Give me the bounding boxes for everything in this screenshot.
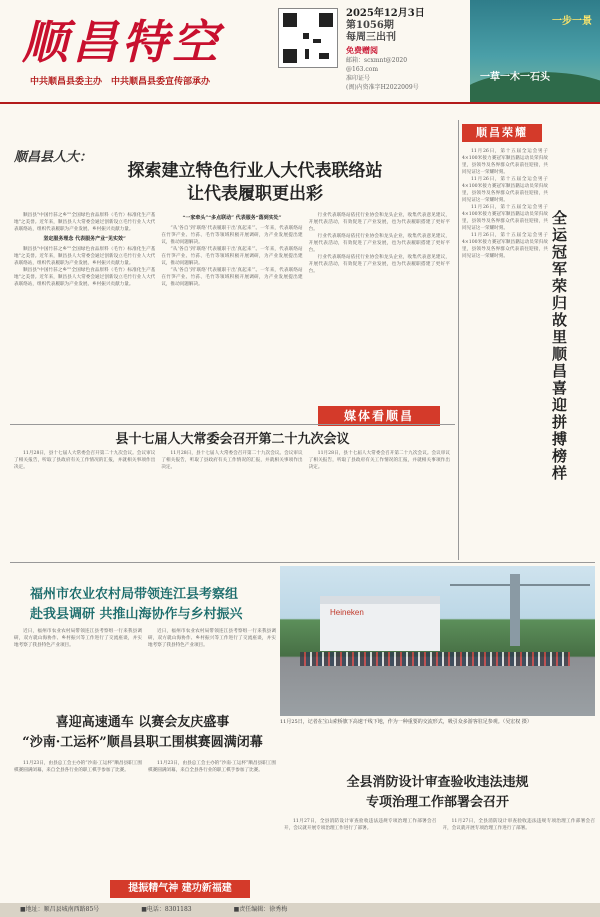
lead-col3-text: 行业代表联络站依托行业协会和龙头企业，收集代表意见建议，开展代表活动，有效促进了产业发展，也为代表履职搭建了更好平台。: [308, 213, 450, 232]
crowd-shape: [300, 652, 570, 666]
issue-status: 免费赠阅: [346, 45, 378, 55]
fire-headline-line2: 专项治理工作部署会召开: [365, 795, 509, 810]
lead-col1-text-repeat: 顺昌县"中国竹荪之乡""全国绿色食品原料（毛竹）标准化生产基地"之美誉。近年来，顺昌县人大常委会通过创新设立毛竹行业人大代表联络站，组织代表履职为产业发展、乡村振兴贡献力量。: [14, 247, 156, 266]
honor-vertical-headline[interactable]: [552, 210, 596, 482]
issue-regulation: 准印证号: [346, 75, 371, 82]
issue-info: [346, 8, 466, 92]
footer-phone: ■电话：8301183: [141, 906, 192, 913]
fire-headline[interactable]: [280, 773, 595, 813]
issue-frequency: 每周三出刊: [346, 32, 396, 43]
congress-col-3: [309, 450, 450, 558]
race-col-1: [14, 760, 142, 876]
inspire-badge[interactable]: 提振精气神 建功新福建: [110, 880, 250, 898]
race-headline-line2: “沙南·工运杯”顺昌县职工围棋赛圆满闭幕: [22, 735, 263, 750]
fire-headline-line1: 全县消防设计审查验收违法违规: [346, 775, 529, 790]
issue-permit: (闽)内资准字H2022009号: [346, 84, 419, 91]
agri-text: 近日，福州市农业农村局带领连江县考察组一行来我县调研，双方就山海协作、乡村振兴等工作进行了交流座谈，并实地考察了我县特色产业项目。: [14, 629, 142, 648]
lead-headline-line1: 探索建立特色行业人大代表联络站: [127, 161, 383, 181]
lead-col3-text-repeat2: 行业代表联络站依托行业协会和龙头企业，收集代表意见建议，开展代表活动，有效促进了产业发展，也为代表履职搭建了更好平台。: [308, 255, 450, 274]
lead-col-2: [161, 212, 302, 402]
lead-col-1: [14, 212, 155, 402]
tent-shape: [320, 596, 440, 651]
lead-col-3: [309, 212, 450, 402]
issue-date: 2025年12月3日: [346, 8, 425, 19]
masthead: [0, 0, 600, 104]
footer-address: ■地址：顺昌县城南西路85号: [20, 906, 100, 913]
agri-headline[interactable]: [10, 585, 275, 625]
divider: [10, 424, 455, 425]
footer: [0, 903, 600, 917]
lead-body: [14, 212, 450, 402]
lead-col1-text-repeat2: 顺昌县"中国竹荪之乡""全国绿色食品原料（毛竹）标准化生产基地"之美誉。近年来，顺昌县人大常委会通过创新设立毛竹行业人大代表联络站，组织代表履职为产业发展、乡村振兴贡献力量。: [14, 268, 156, 287]
lead-col1-text: 顺昌县"中国竹荪之乡""全国绿色食品原料（毛竹）标准化生产基地"之美誉。近年来，顺昌县人大常委会通过创新设立毛竹行业人大代表联络站，组织代表履职为产业发展、乡村振兴贡献力量。: [14, 213, 156, 232]
newspaper-title: 顺昌特空: [22, 15, 222, 69]
congress-headline[interactable]: 县十七届人大常委会召开第二十九次会议: [115, 432, 350, 447]
congress-body: [14, 450, 450, 558]
honor-body: [462, 148, 548, 558]
footer-editor: ■责任编辑：徐秀梅: [233, 906, 288, 913]
race-text: 11月23日，由县总工会主办的“沙南·工运杯”顺昌县职工围棋赛圆满闭幕，来自全县各行业的职工棋手参加了比赛。: [14, 761, 142, 773]
congress-col-1: [14, 450, 155, 558]
honor-col: [462, 148, 548, 558]
lead-kicker: 顺昌县人大：: [14, 150, 93, 165]
agri-body: [14, 628, 276, 708]
race-body: [14, 760, 276, 876]
race-col-2: [148, 760, 276, 876]
congress-text-3: 11月28日，县十七届人大常委会召开第二十九次会议。会议审议了相关报告，听取了县政府有关工作情况的汇报，并就相关事项作出决定。: [308, 451, 450, 470]
race-text-2: 11月23日，由县总工会主办的“沙南·工运杯”顺昌县职工围棋赛圆满闭幕，来自全县各行业的职工棋手参加了比赛。: [148, 761, 276, 773]
honor-text-4: 11月26日，第十五届全运会男子4×100米接力赛冠军顺昌籍运动员荣归故里，县领导及各界群众代表前往迎接，共同见证这一荣耀时刻。: [462, 233, 548, 259]
fire-col-1: [284, 818, 437, 898]
lead-col2-text-repeat: “从‘各自’到‘联络’代表履职干出‘真起来’”。一年来，代表联络站在竹笋产业、竹荪、毛竹等领域积极开展调研，为产业发展提出建议，推动问题解决。: [161, 247, 303, 266]
agri-col-1: [14, 628, 142, 708]
media-badge[interactable]: 媒体看顺昌: [318, 406, 440, 426]
qr-code-icon[interactable]: [278, 8, 338, 68]
lead-col1-subhead: 坚定服务理念 代表服务产业“见实效”: [43, 236, 126, 242]
honor-text-3: 11月26日，第十五届全运会男子4×100米接力赛冠军顺昌籍运动员荣归故里，县领导及各界群众代表前往迎接，共同见证这一荣耀时刻。: [462, 205, 548, 231]
lead-col3-text-repeat: 行业代表联络站依托行业协会和龙头企业，收集代表意见建议，开展代表活动，有效促进了产业发展，也为代表履职搭建了更好平台。: [308, 234, 450, 253]
tent-sign: Heineken: [330, 608, 364, 617]
bridge-tower: [510, 574, 520, 646]
fire-body: [284, 818, 595, 898]
agri-headline-line1: 福州市农业农村局带领连江县考察组: [30, 587, 239, 602]
publisher-line: 中共顺昌县委主办 中共顺昌县委宣传部承办: [30, 77, 211, 87]
agri-headline-line2: 赴我县调研 共推山海协作与乡村振兴: [30, 607, 243, 622]
honor-text-2: 11月26日，第十五届全运会男子4×100米接力赛冠军顺昌籍运动员荣归故里，县领导及各界群众代表前往迎接，共同见证这一荣耀时刻。: [462, 177, 548, 203]
lead-headline-line2: 让代表履职更出彩: [187, 184, 323, 204]
lead-col2-text-repeat2: “从‘各自’到‘联络’代表履职干出‘真起来’”。一年来，代表联络站在竹笋产业、竹荪、毛竹等领域积极开展调研，为产业发展提出建议，推动问题解决。: [161, 268, 303, 287]
fire-text-2: 11月27日，全县消防设计审查验收违法违规专项治理工作部署会召开，会议就开展专项治理工作进行了部署。: [442, 819, 595, 831]
column-divider: [458, 120, 459, 560]
banner-slogan-bottom: 一草一木一石头: [480, 72, 550, 83]
congress-col-2: [161, 450, 302, 558]
lead-col2-subhead: “一家牵头”“多点联动” 代表服务“落到实处”: [182, 215, 282, 221]
lead-headline[interactable]: [60, 160, 450, 206]
issue-email: 邮箱：scxmnt@2020: [346, 57, 408, 64]
issue-email-domain: @163.com: [346, 66, 379, 73]
bridge-shape: [450, 584, 590, 644]
honor-badge[interactable]: 顺昌荣耀: [462, 124, 542, 142]
news-photo[interactable]: [280, 566, 595, 716]
honor-vertical-text: 全运冠军荣归故里 顺昌喜迎拼搏榜样: [552, 209, 568, 482]
congress-text-2: 11月28日，县十七届人大常委会召开第二十九次会议。会议审议了相关报告，听取了县政府有关工作情况的汇报，并就相关事项作出决定。: [161, 451, 303, 470]
race-headline[interactable]: [10, 713, 275, 753]
agri-col-2: [148, 628, 276, 708]
issue-number: 第1056期: [346, 20, 394, 31]
fire-col-2: [443, 818, 596, 898]
lead-col2-text: “从‘各自’到‘联络’代表履职干出‘真起来’”。一年来，代表联络站在竹笋产业、竹荪、毛竹等领域积极开展调研，为产业发展提出建议，推动问题解决。: [161, 226, 303, 245]
photo-caption: 11月25日，记者在宝山索桥旗下高速干线下地，作为一种重要的交流形式，吸引众多游客驻足参观。（吴宏权 摄）: [280, 719, 532, 725]
masthead-banner-image: [470, 0, 600, 102]
congress-text: 11月28日，县十七届人大常委会召开第二十九次会议。会议审议了相关报告，听取了县政府有关工作情况的汇报，并就相关事项作出决定。: [14, 451, 156, 470]
agri-text-2: 近日，福州市农业农村局带领连江县考察组一行来我县调研，双方就山海协作、乡村振兴等工作进行了交流座谈，并实地考察了我县特色产业项目。: [148, 629, 276, 648]
banner-slogan-top: 一步一景: [552, 16, 592, 27]
honor-text: 11月26日，第十五届全运会男子4×100米接力赛冠军顺昌籍运动员荣归故里，县领导及各界群众代表前往迎接，共同见证这一荣耀时刻。: [462, 149, 548, 175]
divider: [10, 562, 595, 563]
fire-text: 11月27日，全县消防设计审查验收违法违规专项治理工作部署会召开，会议就开展专项治理工作进行了部署。: [284, 819, 437, 831]
race-headline-line1: 喜迎高速通车 以赛会友庆盛事: [55, 715, 230, 730]
